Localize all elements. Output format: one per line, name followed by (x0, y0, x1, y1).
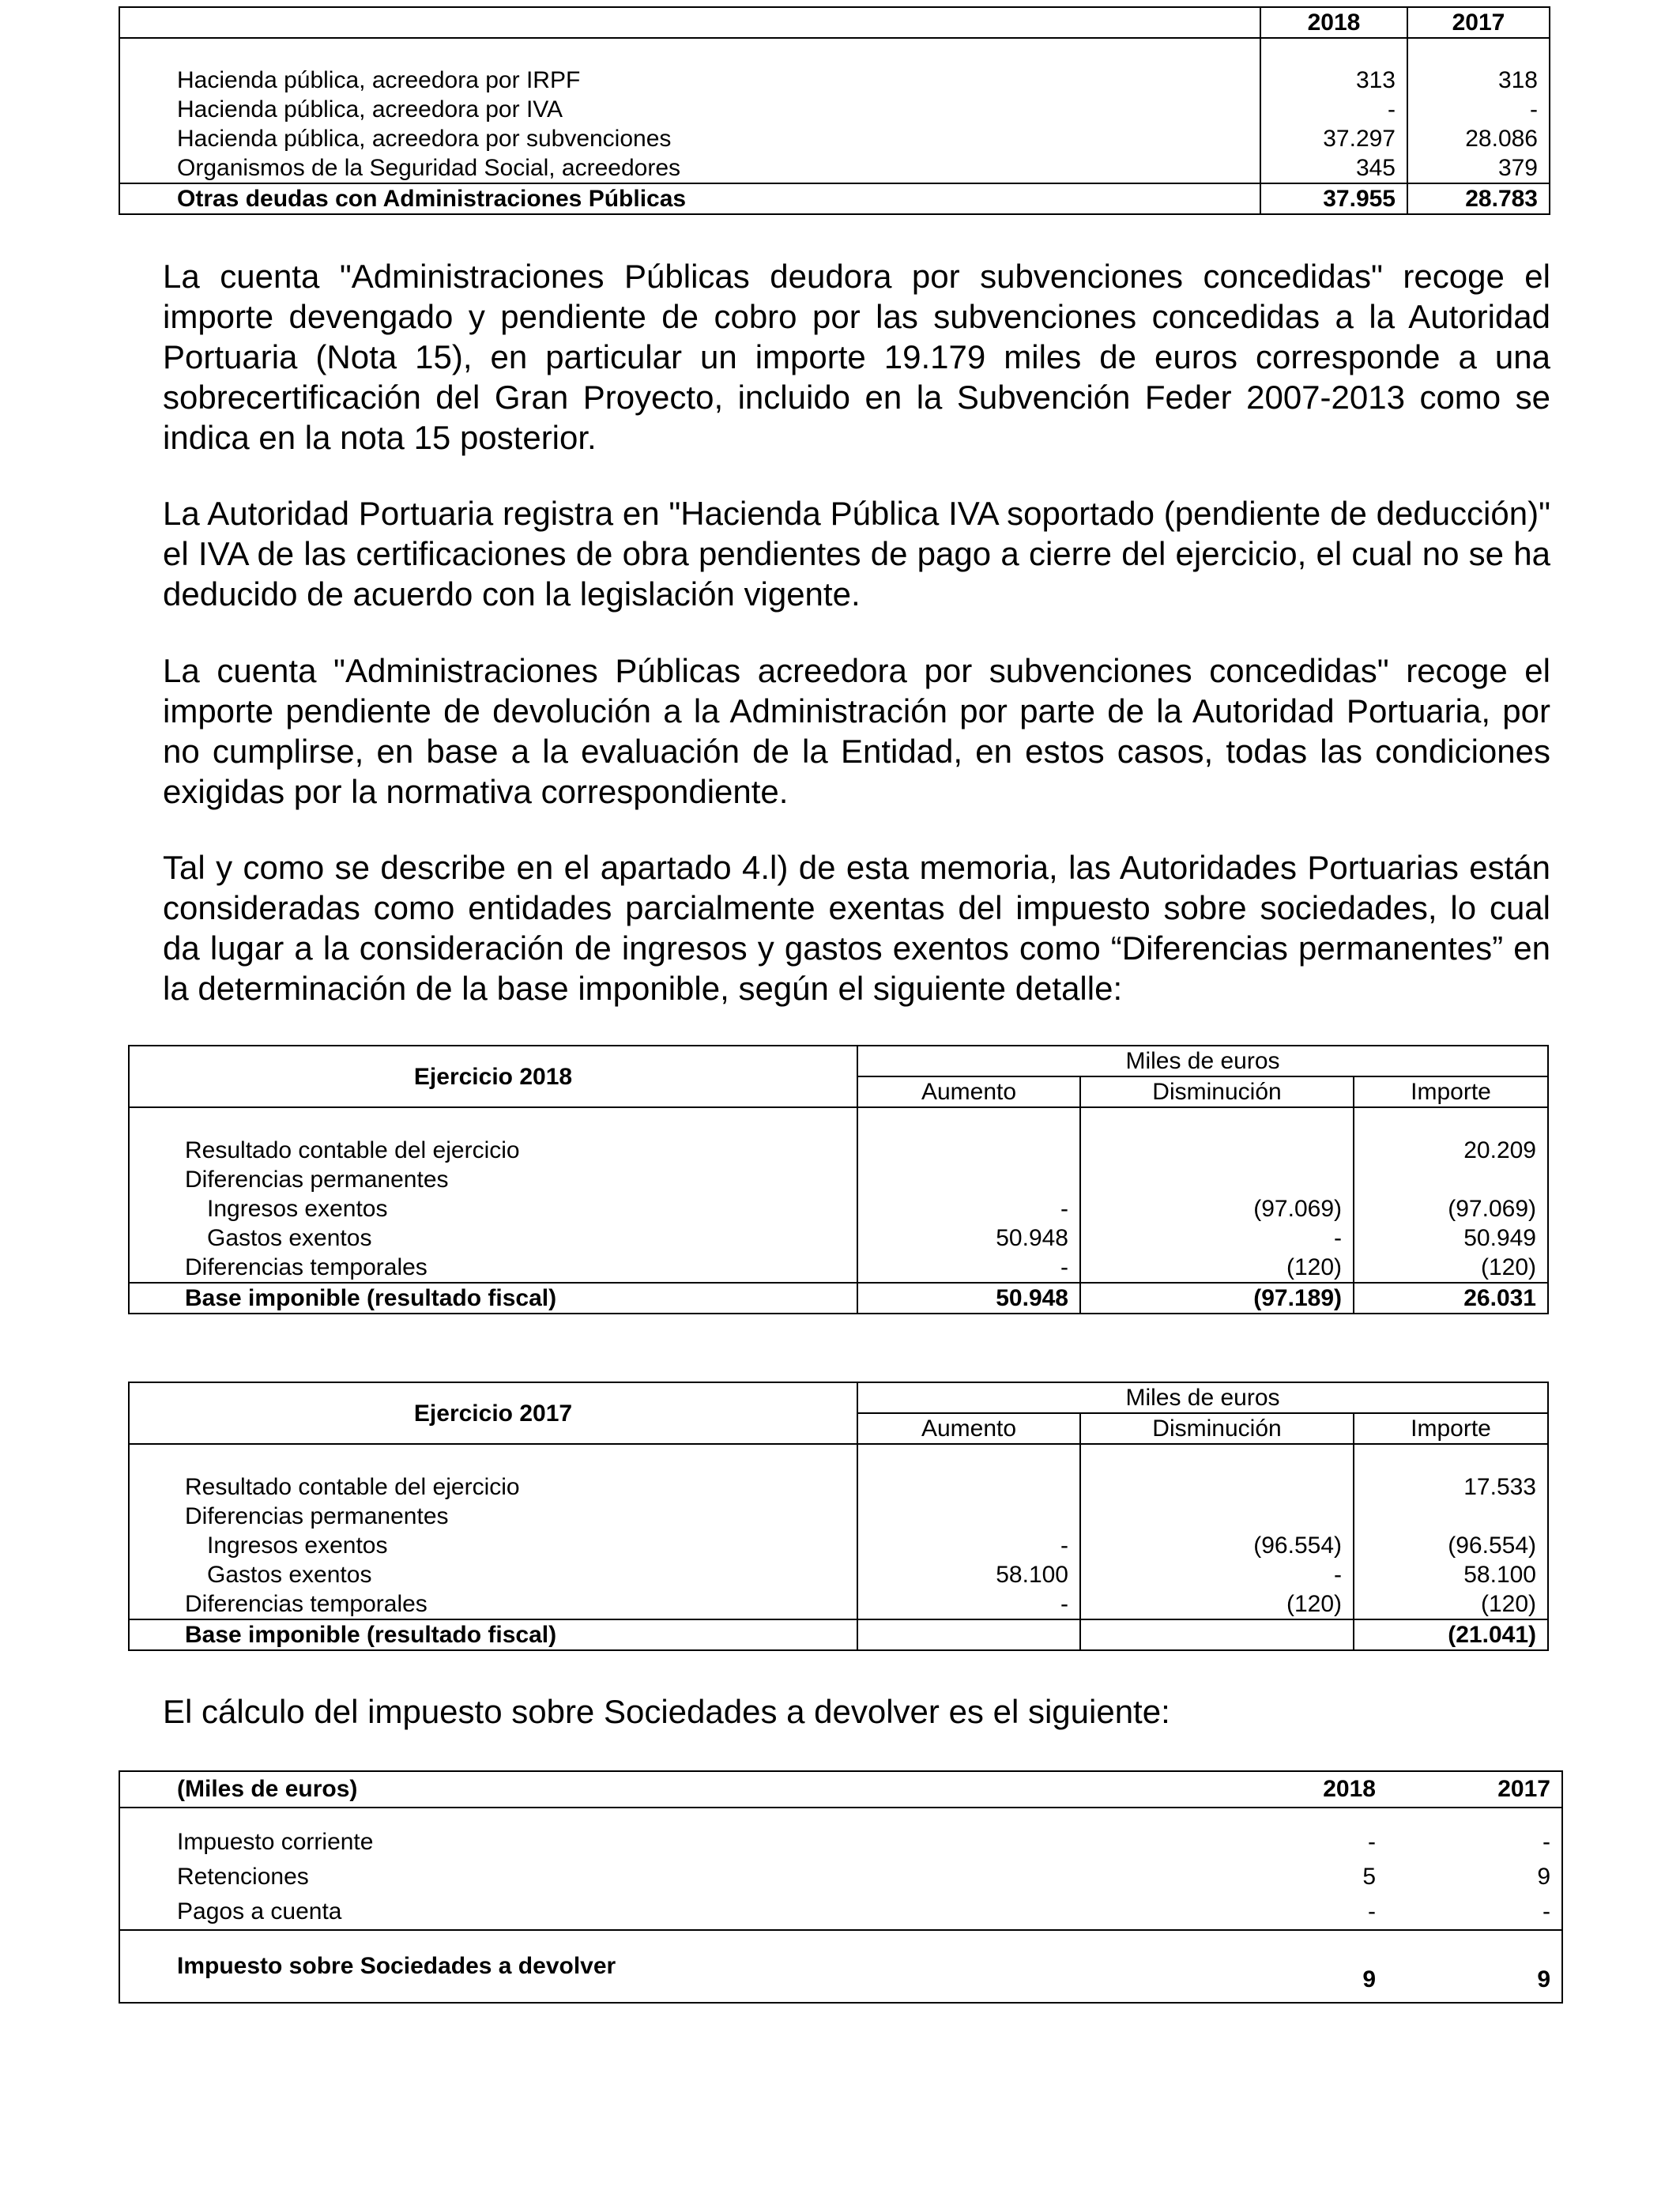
table-row: Pagos a cuenta - - (119, 1894, 1562, 1930)
header-disminucion: Disminución (1080, 1413, 1354, 1444)
table-row: Ingresos exentos - (96.554) (96.554) (129, 1531, 1548, 1560)
base-imponible-2017-table (128, 1382, 1549, 1651)
header-2017: 2017 (1407, 7, 1550, 38)
table-row: Diferencias permanentes (129, 1165, 1548, 1194)
header-importe: Importe (1354, 1076, 1548, 1107)
table-row: Resultado contable del ejercicio 17.533 (129, 1472, 1548, 1502)
header-aumento: Aumento (857, 1413, 1080, 1444)
total-row: Impuesto sobre Sociedades a devolver 9 9 (119, 1930, 1562, 2003)
table-row: Diferencias temporales - (120) (120) (129, 1589, 1548, 1619)
table-row: Hacienda pública, acreedora por IVA - - (119, 95, 1550, 124)
total-row: Otras deudas con Administraciones Públicas 37.955 28.783 (119, 183, 1550, 214)
table-header-row (119, 1771, 1562, 1808)
group-header-row (129, 1382, 1548, 1413)
ejercicio-title: Ejercicio 2018 (129, 1046, 857, 1107)
table-row: Gastos exentos 58.100 - 58.100 (129, 1560, 1548, 1589)
header-importe: Importe (1354, 1413, 1548, 1444)
table-row: Resultado contable del ejercicio 20.209 (129, 1136, 1548, 1165)
paragraph-subvenciones-acreedora: La cuenta "Administraciones Públicas acreedora por subvenciones concedidas" recoge el importe pendiente de devolución a la Administración por parte de la Autoridad Portuaria, por no cumplirse, en base a la evaluación de la Entidad, en estos casos, todas las condiciones exigidas por la normativa correspondiente. (163, 652, 1550, 810)
paragraph-iva-soportado: La Autoridad Portuaria registra en "Hacienda Pública IVA soportado (pendiente de deducción)" el IVA de las certificaciones de obra pendientes de pago a cierre del ejercicio, el cual no se ha deducido de acuerdo con la legislación vigente. (163, 495, 1550, 613)
base-imponible-2018-table (128, 1045, 1549, 1314)
table-row: Diferencias permanentes (129, 1502, 1548, 1531)
paragraph-diferencias-permanentes: Tal y como se describe en el apartado 4.l) de esta memoria, las Autoridades Portuarias están consideradas como entidades parcialmente exentas del impuesto sobre sociedades, lo cual da lugar a la consideración de ingresos y gastos exentos como “Diferencias permanentes” en la determinación de la base imponible, según el siguiente detalle: (163, 849, 1550, 1007)
header-label-cell (119, 7, 1260, 38)
administraciones-acreedoras-table (119, 6, 1550, 215)
header-label-cell: (Miles de euros) (119, 1771, 1218, 1808)
table-row: Diferencias temporales - (120) (120) (129, 1253, 1548, 1283)
table-row: Retenciones 5 9 (119, 1860, 1562, 1894)
paragraph-calculo-impuesto: El cálculo del impuesto sobre Sociedades a devolver es el siguiente: (163, 1693, 1170, 1730)
total-row: Base imponible (resultado fiscal) (21.041) (129, 1619, 1548, 1650)
table-row: Hacienda pública, acreedora por IRPF 313 318 (119, 66, 1550, 95)
miles-de-euros-header: Miles de euros (857, 1046, 1548, 1076)
table-header-row (119, 7, 1550, 38)
spacer-row (129, 1107, 1548, 1136)
header-aumento: Aumento (857, 1076, 1080, 1107)
table-row: Ingresos exentos - (97.069) (97.069) (129, 1194, 1548, 1223)
ejercicio-title: Ejercicio 2017 (129, 1382, 857, 1444)
table-row: Hacienda pública, acreedora por subvenciones 37.297 28.086 (119, 124, 1550, 153)
header-disminucion: Disminución (1080, 1076, 1354, 1107)
header-2017: 2017 (1387, 1771, 1562, 1808)
total-row: Base imponible (resultado fiscal) 50.948 (97.189) 26.031 (129, 1283, 1548, 1314)
header-2018: 2018 (1260, 7, 1407, 38)
group-header-row (129, 1046, 1548, 1076)
header-2018: 2018 (1218, 1771, 1387, 1808)
table-row: Impuesto corriente - - (119, 1825, 1562, 1860)
impuesto-sociedades-table (119, 1770, 1563, 2004)
spacer-row (129, 1444, 1548, 1472)
miles-de-euros-header: Miles de euros (857, 1382, 1548, 1413)
spacer-row (119, 1808, 1562, 1825)
table-row: Organismos de la Seguridad Social, acreedores 345 379 (119, 153, 1550, 183)
spacer-row (119, 38, 1550, 66)
table-row: Gastos exentos 50.948 - 50.949 (129, 1223, 1548, 1253)
paragraph-subvenciones-deudora: La cuenta "Administraciones Públicas deudora por subvenciones concedidas" recoge el importe devengado y pendiente de cobro por las subvenciones concedidas a la Autoridad Portuaria (Nota 15), en particular un importe 19.179 miles de euros corresponde a una sobrecertificación del Gran Proyecto, incluido en la Subvención Feder 2007-2013 como se indica en la nota 15 posterior. (163, 258, 1550, 456)
